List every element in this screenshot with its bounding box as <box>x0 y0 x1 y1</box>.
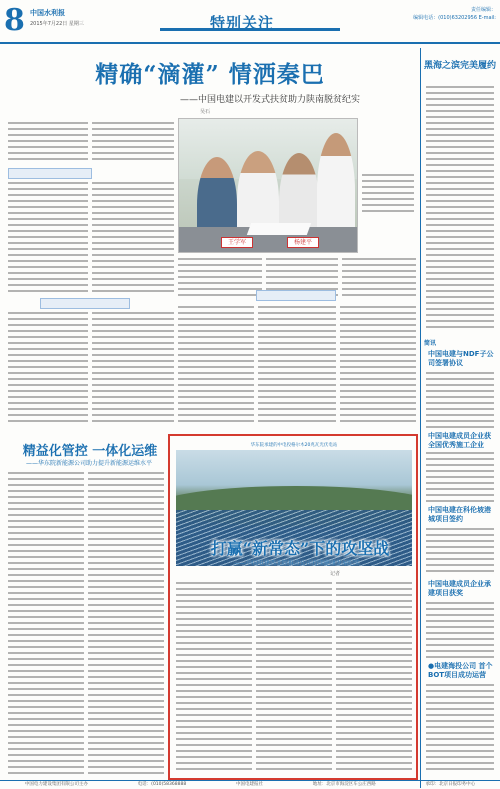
article-text-column <box>8 472 84 774</box>
lead-photo <box>178 118 358 253</box>
lead-subhead: ——中国电建以开发式扶贫助力陕南脱贫纪实 <box>179 95 360 105</box>
name-tag: 王学军 <box>221 237 253 248</box>
footer-item: 地址：北京市海淀区车公庄西路 <box>312 782 376 787</box>
feature-box <box>168 434 418 780</box>
side-headline: 中国电建与NDF子公司签署协议 <box>428 350 494 367</box>
footer-item: 电话：(010)58368888 <box>137 782 187 787</box>
article-text-column <box>88 472 164 774</box>
article-text-column <box>92 182 174 294</box>
article-text-column <box>426 684 494 774</box>
article-text-column <box>426 86 494 328</box>
article-text-column <box>176 582 252 774</box>
article-text-column <box>8 122 88 164</box>
article-text-column <box>92 312 174 424</box>
article-text-column <box>178 306 254 424</box>
article-text-column <box>256 582 332 774</box>
column-rule <box>420 48 421 788</box>
section-subheading-bar <box>8 168 92 179</box>
side-headline: ●电建海投公司 首个BOT项目成功运营 <box>428 662 493 679</box>
article-text-column <box>8 182 88 294</box>
article-text-column <box>426 602 494 658</box>
section-title: 特别关注 <box>210 14 275 32</box>
document-on-desk <box>247 223 311 235</box>
article-text-column <box>92 122 174 164</box>
side-headline: 中国电建成员企业承建项目获奖 <box>428 580 491 597</box>
name-tag: 杨建平 <box>287 237 319 248</box>
page-number: 8 <box>4 3 25 38</box>
section-subheading-bar <box>40 298 130 309</box>
lead-headline: 精确“滴灌” 情洒秦巴 <box>95 61 325 88</box>
article-text-column <box>340 306 416 424</box>
side-headline: 中国电建在科伦坡港城项目签约 <box>428 506 491 523</box>
footer-item: 中国电力建设集团有限公司主办 <box>24 782 88 787</box>
feature-byline: 记者 <box>330 571 341 577</box>
article-text-column <box>426 372 494 428</box>
footer-item: 承印：北京日报印务中心 <box>425 782 476 787</box>
article-text-column <box>336 582 412 774</box>
feature-title: 打赢“新常态”下的攻坚战 <box>210 539 390 558</box>
editor-line: 责任编辑： <box>470 7 496 13</box>
article-text-column <box>178 258 262 298</box>
side-headline: 中国电建成员企业获全国优秀施工企业 <box>428 432 491 449</box>
issue-date: 2015年7月22日 星期三 <box>30 21 84 27</box>
page-footer <box>0 780 500 789</box>
article-text-column <box>8 312 88 424</box>
article-text-column <box>258 306 336 424</box>
masthead <box>0 0 500 44</box>
footer-item: 中国电建报社 <box>236 782 263 787</box>
photo-caption <box>362 174 414 214</box>
feature-photo-caption: 华东院承建的中电投格尔木20兆瓦光伏电站 <box>250 443 338 448</box>
article-text-column <box>426 528 494 576</box>
right-column-title: 黑海之滨完美履约 <box>424 61 497 71</box>
article-text-column <box>342 258 416 298</box>
editor-contact-line: 编辑电话：(010)63202956 E-mail: <box>413 15 496 21</box>
masthead-editor-info <box>356 6 496 22</box>
article-text-column <box>426 452 494 502</box>
news-brief-label: 简讯 <box>424 340 437 347</box>
feature-subhead: ——中国电建西北院推动公司持续健康发展纪实 <box>233 560 360 567</box>
paper-name: 中国水利报 <box>30 9 65 17</box>
lead-byline: 吴石 <box>200 109 211 115</box>
lower-story-subhead: ——华东院新能源公司助力提升新能源运维水平 <box>25 460 152 467</box>
section-subheading-bar <box>256 290 336 301</box>
lower-story-title: 精益化管控 一体化运维 <box>22 444 158 459</box>
